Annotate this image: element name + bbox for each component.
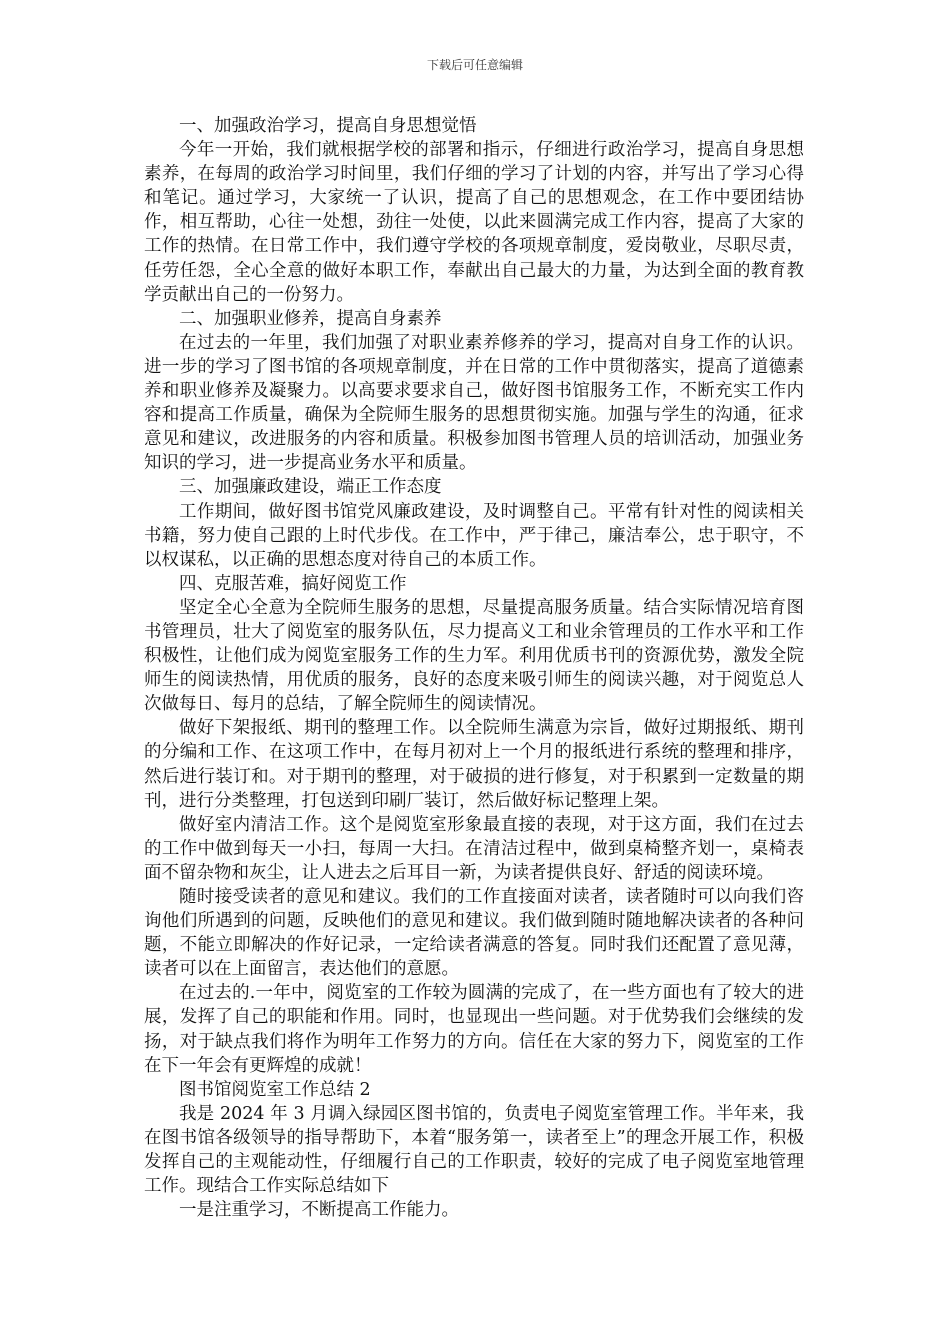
section-heading-reading-room: 四、克服苦难，搞好阅览工作 bbox=[179, 573, 407, 594]
section-heading-integrity: 三、加强廉政建设，端正工作态度 bbox=[179, 477, 442, 498]
document-body bbox=[144, 114, 804, 1222]
paragraph-summary: 在过去的.一年中，阅览室的工作较为圆满的完成了，在一些方面也有了较大的进展，发挥了自己的职能和作用。同时，也显现出一些问题。对于优势我们会继续的发扬，对于缺点我们将作为明年工作努力的方向。信任在大家的努力下，阅览室的工作在下一年会有更辉煌的成就！ bbox=[144, 983, 804, 1076]
paragraph-point-1: 一是注重学习，不断提高工作能力。 bbox=[179, 1200, 459, 1221]
paragraph-integrity: 工作期间，做好图书馆党风廉政建设，及时调整自己。平常有针对性的阅读相关书籍，努力使自己跟的上时代步伐。在工作中，严于律己，廉洁奉公，忠于职守，不以权谋私，以正确的思想态度对待自己的本质工作。 bbox=[144, 501, 804, 570]
paragraph-cleaning: 做好室内清洁工作。这个是阅览室形象最直接的表现，对于这方面，我们在过去的工作中做到每天一小扫，每周一大扫。在清洁过程中，做到桌椅整齐划一，桌椅表面不留杂物和灰尘，让人进去之后耳目一新，为读者提供良好、舒适的阅读环境。 bbox=[144, 814, 804, 883]
paragraph-reading-room: 坚定全心全意为全院师生服务的思想，尽量提高服务质量。结合实际情况培育图书管理员，壮大了阅览室的服务队伍，尽力提高义工和业余管理员的工作水平和工作积极性，让他们成为阅览室服务工作的生力军。利用优质书刊的资源优势，激发全院师生的阅读热情，用优质的服务，良好的态度来吸引师生的阅读兴趣，对于阅览总人次做每日、每月的总结，了解全院师生的阅读情况。 bbox=[144, 597, 804, 715]
page-header: 下载后可任意编辑 bbox=[426, 58, 523, 72]
document-title-2: 图书馆阅览室工作总结 2 bbox=[179, 1079, 371, 1100]
paragraph-newspapers: 做好下架报纸、期刊的整理工作。以全院师生满意为宗旨，做好过期报纸、期刊的分编和工作、在这项工作中，在每月初对上一个月的报纸进行系统的整理和排序，然后进行装订和。对于期刊的整理，对于破损的进行修复，对于积累到一定数量的期刊，进行分类整理，打包送到印刷厂装订，然后做好标记整理上架。 bbox=[144, 718, 804, 811]
paragraph-professional: 在过去的一年里，我们加强了对职业素养修养的学习，提高对自身工作的认识。进一步的学习了图书馆的各项规章制度，并在日常的工作中贯彻落实，提高了道德素养和职业修养及凝聚力。以高要求要求自己，做好图书馆服务工作，不断充实工作内容和提高工作质量，确保为全院师生服务的思想贯彻实施。加强与学生的沟通，征求意见和建议，改进服务的内容和质量。积极参加图书管理人员的培训活动，加强业务知识的学习，进一步提高业务水平和质量。 bbox=[144, 332, 804, 474]
section-heading-politics: 一、加强政治学习，提高自身思想觉悟 bbox=[179, 116, 477, 136]
paragraph-feedback: 随时接受读者的意见和建议。我们的工作直接面对读者，读者随时可以向我们咨询他们所遇到的问题，反映他们的意见和建议。我们做到随时随地解决读者的各种问题，不能立即解决的作好记录，一定给读者满意的答复。同时我们还配置了意见薄，读者可以在上面留言，表达他们的意愿。 bbox=[144, 887, 804, 980]
paragraph-intro-2: 我是 2024 年 3 月调入绿园区图书馆的，负责电子阅览室管理工作。半年来，我在图书馆各级领导的指导帮助下，本着“服务第一，读者至上”的理念开展工作，积极发挥自己的主观能动性，仔细履行自己的工作职责，较好的完成了电子阅览室地管理工作。现结合工作实际总结如下 bbox=[144, 1103, 804, 1197]
paragraph-politics: 今年一开始，我们就根据学校的部署和指示，仔细进行政治学习，提高自身思想素养，在每周的政治学习时间里，我们仔细的学习了计划的内容，并写出了学习心得和笔记。通过学习，大家统一了认识，提高了自己的思想观念，在工作中要团结协作，相互帮助，心往一处想，劲往一处使，以此来圆满完成工作内容，提高了大家的工作的热情。在日常工作中，我们遵守学校的各项规章制度，爱岗敬业，尽职尽责，任劳任怨，全心全意的做好本职工作，奉献出自己最大的力量，为达到全面的教育教学贡献出自己的一份努力。 bbox=[144, 140, 804, 305]
section-heading-professional: 二、加强职业修养，提高自身素养 bbox=[179, 308, 442, 329]
